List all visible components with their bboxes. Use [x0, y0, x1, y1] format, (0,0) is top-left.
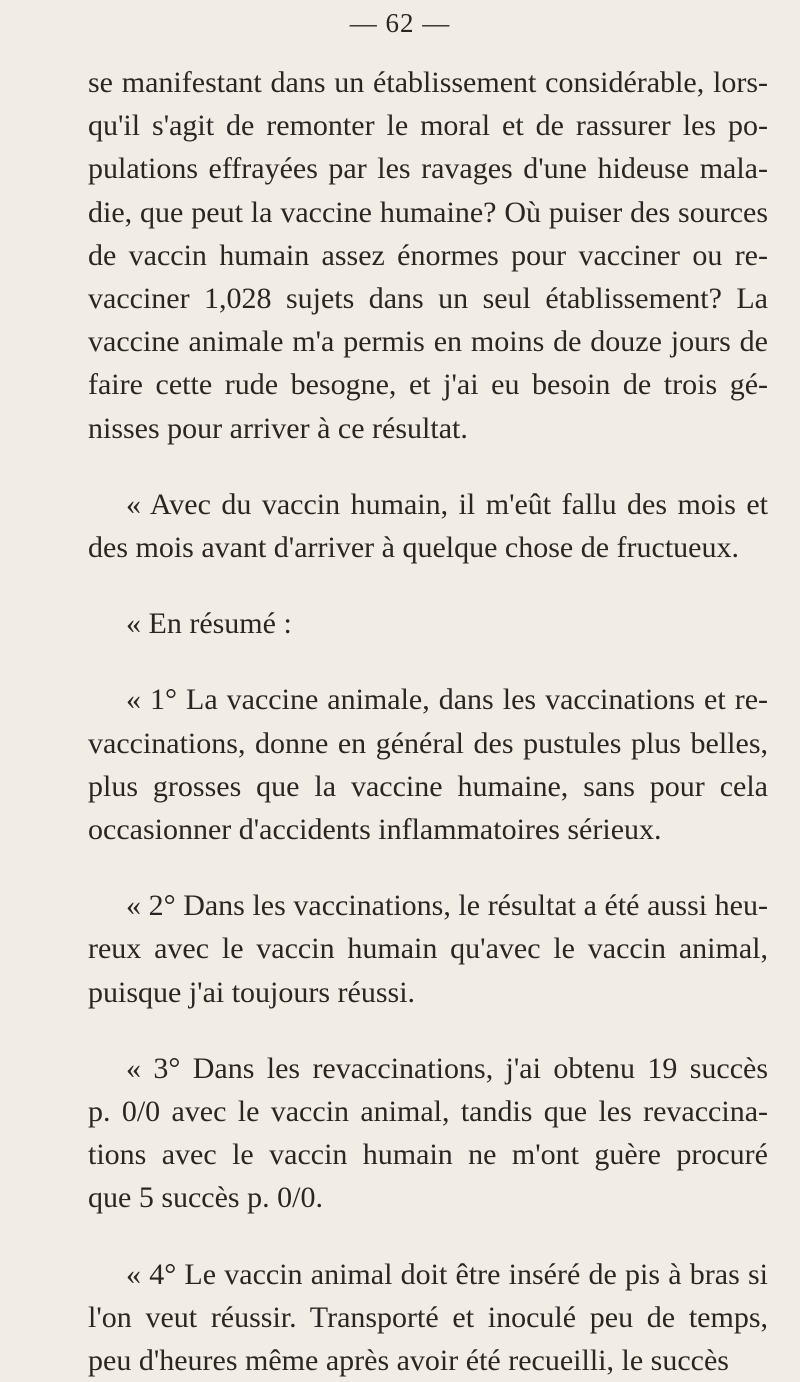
paragraph-gap	[88, 450, 768, 483]
text-line: faire cette rude besogne, et j'ai eu besoin de trois gé-	[88, 368, 768, 402]
paragraph-gap	[88, 1014, 768, 1047]
paragraph-p7	[88, 1253, 768, 1382]
text-line: pulations effrayées par les ravages d'une hideuse mala-	[88, 152, 768, 186]
text-line: reux avec le vaccin humain qu'avec le vaccin animal,	[88, 932, 768, 966]
paragraph-gap	[88, 569, 768, 602]
text-line: p. 0/0 avec le vaccin animal, tandis que les revaccina-	[88, 1095, 768, 1129]
text-line: nisses pour arriver à ce résultat.	[88, 411, 468, 445]
text-line: occasionner d'accidents inflammatoires sérieux.	[88, 813, 662, 847]
text-line: de vaccin humain assez énormes pour vacciner ou re-	[88, 238, 768, 272]
paragraph-p2	[88, 483, 768, 569]
paragraph-p4	[88, 678, 768, 851]
paragraph-p3	[88, 602, 768, 645]
paragraph-gap	[88, 851, 768, 884]
text-line: vaccine animale m'a permis en moins de douze jours de	[88, 325, 768, 359]
text-line: se manifestant dans un établissement considérable, lors-	[88, 66, 768, 99]
text-line: vacciner 1,028 sujets dans un seul établissement? La	[88, 282, 768, 316]
text-line: des mois avant d'arriver à quelque chose de fructueux.	[88, 531, 739, 565]
text-line: que 5 succès p. 0/0.	[88, 1181, 323, 1215]
paragraph-gap	[88, 1220, 768, 1253]
text-line: plus grosses que la vaccine humaine, sans pour cela	[88, 769, 768, 803]
text-line: « 3° Dans les revaccinations, j'ai obtenu 19 succès	[126, 1051, 768, 1085]
paragraph-p5	[88, 884, 768, 1014]
text-line: puisque j'ai toujours réussi.	[88, 975, 416, 1009]
text-line: die, que peut la vaccine humaine? Où puiser des sources	[88, 195, 768, 229]
text-line: « 1° La vaccine animale, dans les vaccinations et re-	[126, 683, 768, 717]
text-line: « Avec du vaccin humain, il m'eût fallu des mois et	[126, 487, 768, 521]
text-line: qu'il s'agit de remonter le moral et de rassurer les po-	[88, 109, 768, 143]
text-line: l'on veut réussir. Transporté et inoculé peu de temps,	[88, 1300, 768, 1334]
page-number-header: — 62 —	[349, 8, 451, 38]
body-text	[88, 61, 768, 1382]
paragraph-p6	[88, 1047, 768, 1220]
text-line: peu d'heures même après avoir été recueilli, le succès	[88, 1344, 729, 1378]
text-line: « 4° Le vaccin animal doit être inséré de pis à bras si	[126, 1257, 768, 1291]
paragraph-gap	[88, 645, 768, 678]
text-line: « 2° Dans les vaccinations, le résultat a été aussi heu-	[126, 889, 768, 923]
text-line: « En résumé :	[126, 607, 292, 641]
paragraph-p1	[88, 61, 768, 450]
text-line: vaccinations, donne en général des pustules plus belles,	[88, 726, 768, 760]
text-line: tions avec le vaccin humain ne m'ont guère procuré	[88, 1138, 768, 1172]
